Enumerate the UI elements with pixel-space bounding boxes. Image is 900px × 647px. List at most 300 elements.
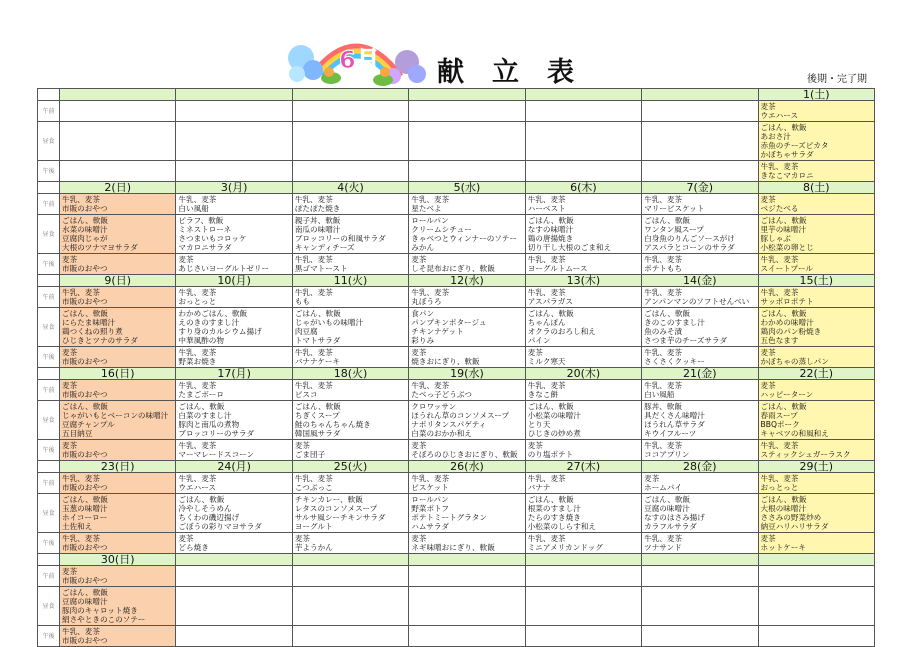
menu-item: ごはん、軟飯 xyxy=(527,216,574,225)
menu-cell-am xyxy=(642,101,758,122)
menu-item: さつまいもコロッケ xyxy=(178,234,247,243)
menu-item: 親子丼、軟飯 xyxy=(294,216,341,225)
row-label-am: 午前 xyxy=(38,566,60,587)
menu-cell-am xyxy=(409,101,525,122)
menu-item: ポテトミートグラタン xyxy=(411,513,487,522)
menu-item: 牛乳、麦茶 xyxy=(760,255,799,264)
menu-item: 麦茶 xyxy=(62,255,78,264)
menu-item: わかめごはん、軟飯 xyxy=(178,309,248,318)
menu-item: ささみの野菜炒め xyxy=(760,513,822,522)
menu-item: ココアプリン xyxy=(644,450,690,459)
menu-cell-lunch xyxy=(176,308,292,347)
menu-item: ひじきの炒め煮 xyxy=(527,429,581,438)
menu-item: 麦茶 xyxy=(294,441,311,450)
menu-item: 牛乳、麦茶 xyxy=(527,474,566,483)
row-label-blank xyxy=(38,368,60,380)
date-cell xyxy=(642,554,758,566)
date-cell: 8(土) xyxy=(758,182,874,194)
row-label-am: 午前 xyxy=(38,101,60,122)
menu-item: マカロニサラダ xyxy=(178,243,232,252)
menu-item: 牛乳、麦茶 xyxy=(178,474,217,483)
menu-cell-pm xyxy=(758,626,874,647)
menu-item: なすのはさみ揚げ xyxy=(644,513,705,522)
menu-item: 麦茶 xyxy=(62,381,78,390)
menu-item: 麦茶 xyxy=(527,348,543,357)
row-label-am: 午前 xyxy=(38,473,60,494)
menu-item: 牛乳、麦茶 xyxy=(62,627,100,636)
menu-item: 牛乳、麦茶 xyxy=(411,195,450,204)
menu-cell-lunch xyxy=(758,308,874,347)
menu-item: 牛乳、麦茶 xyxy=(527,255,566,264)
menu-cell-pm xyxy=(176,161,292,182)
menu-cell-am xyxy=(176,566,292,587)
menu-item: すり身のカルシウム揚げ xyxy=(178,327,262,336)
menu-item: 彩りみ xyxy=(411,336,435,345)
menu-cell-lunch xyxy=(642,494,758,533)
menu-item: 牛乳、麦茶 xyxy=(644,441,683,450)
title-char-2: 立 xyxy=(492,57,519,88)
menu-item: あじさいヨーグルトゼリー xyxy=(178,264,270,273)
menu-item: 市販のおやつ xyxy=(62,264,108,273)
date-cell xyxy=(525,554,641,566)
menu-item: 牛乳、麦茶 xyxy=(178,441,217,450)
menu-item: 麦茶 xyxy=(411,441,427,450)
menu-item: 牛乳、麦茶 xyxy=(178,381,217,390)
menu-item: たまごボーロ xyxy=(178,390,224,399)
menu-item: 市販のおやつ xyxy=(62,357,108,366)
menu-cell-pm xyxy=(642,254,758,275)
menu-cell-pm xyxy=(525,533,641,554)
menu-item: 丸ぼうろ xyxy=(411,297,442,306)
menu-cell-am xyxy=(409,566,525,587)
menu-item: きなこマカロニ xyxy=(760,171,814,180)
menu-cell-pm xyxy=(60,626,176,647)
menu-item: 南瓜の味噌汁 xyxy=(294,225,341,234)
pm-row xyxy=(38,440,875,461)
menu-cell-pm xyxy=(642,440,758,461)
menu-cell-lunch xyxy=(292,215,408,254)
menu-item: 牛乳、麦茶 xyxy=(62,288,100,297)
menu-item: 牛乳、麦茶 xyxy=(527,195,566,204)
menu-cell-lunch xyxy=(642,587,758,626)
menu-cell-lunch xyxy=(525,494,641,533)
date-cell: 25(火) xyxy=(292,461,408,473)
menu-cell-am xyxy=(642,380,758,401)
date-cell: 3(月) xyxy=(176,182,292,194)
row-label-lunch: 昼食 xyxy=(38,122,60,161)
menu-item: 牛乳、麦茶 xyxy=(760,441,799,450)
date-cell: 12(水) xyxy=(409,275,525,287)
menu-item: そぼろのひじきおにぎり、軟飯 xyxy=(411,450,518,459)
menu-item: 牛乳、麦茶 xyxy=(644,534,683,543)
menu-item: オクラのおろし和え xyxy=(527,327,596,336)
menu-cell-pm xyxy=(60,440,176,461)
menu-item: 牛乳、麦茶 xyxy=(178,348,217,357)
menu-item: じゃがいもとベーコンの味噌汁 xyxy=(62,411,169,420)
am-row xyxy=(38,287,875,308)
menu-item: 玉葱の味噌汁 xyxy=(62,504,108,513)
menu-item: 野菜ポトフ xyxy=(411,504,450,513)
menu-item: 牛乳、麦茶 xyxy=(644,348,683,357)
am-row xyxy=(38,380,875,401)
menu-item: 麦茶 xyxy=(62,441,78,450)
menu-item: 野菜お焼き xyxy=(178,357,217,366)
menu-item: 牛乳、麦茶 xyxy=(760,162,799,171)
date-cell: 11(火) xyxy=(292,275,408,287)
menu-item: 市販のおやつ xyxy=(62,204,108,213)
menu-item: 五色なます xyxy=(760,336,799,345)
menu-cell-am xyxy=(642,473,758,494)
menu-item: クリームシチュー xyxy=(411,225,472,234)
date-cell: 21(金) xyxy=(642,368,758,380)
menu-cell-pm xyxy=(176,626,292,647)
menu-item: 麦茶 xyxy=(644,474,660,483)
date-cell xyxy=(409,554,525,566)
menu-item: 魚のみそ漬 xyxy=(644,327,683,336)
menu-item: 牛乳、麦茶 xyxy=(411,288,450,297)
menu-cell-pm xyxy=(642,347,758,368)
month-badge: 6月 xyxy=(339,46,380,74)
menu-item: きゃべつとウィンナーのソテー xyxy=(411,234,517,243)
menu-item: 牛乳、麦茶 xyxy=(294,348,333,357)
menu-cell-am xyxy=(176,380,292,401)
date-cell: 19(水) xyxy=(409,368,525,380)
menu-item: 牛乳、麦茶 xyxy=(294,381,333,390)
date-cell: 13(木) xyxy=(525,275,641,287)
menu-item: クロワッサン xyxy=(411,402,457,411)
menu-item: 豆腐肉じゃが xyxy=(62,234,108,243)
row-label-pm: 午後 xyxy=(38,440,60,461)
menu-item: 豚肉のキャロット焼き xyxy=(62,606,138,615)
menu-item: 市販のおやつ xyxy=(62,483,108,492)
lunch-row xyxy=(38,122,875,161)
menu-cell-am xyxy=(176,473,292,494)
menu-item: アンパンマンのソフトせんべい xyxy=(644,297,750,306)
menu-item: スティックシュガーラスク xyxy=(760,450,851,459)
menu-cell-am xyxy=(60,287,176,308)
menu-item: ウエハース xyxy=(760,111,799,120)
menu-item: アスパラガス xyxy=(527,297,573,306)
menu-item: 鶏つくねの照り煮 xyxy=(62,327,123,336)
menu-item: 牛乳、麦茶 xyxy=(411,474,450,483)
title-char-1: 献 xyxy=(437,57,464,88)
menu-cell-am xyxy=(758,473,874,494)
menu-item: 市販のおやつ xyxy=(62,390,108,399)
menu-item: ごはん、軟飯 xyxy=(644,495,691,504)
date-cell xyxy=(409,89,525,101)
menu-item: 納豆ハリハリサラダ xyxy=(760,522,829,531)
menu-cell-lunch xyxy=(525,122,641,161)
menu-item: パイン xyxy=(527,336,551,345)
menu-cell-pm xyxy=(758,254,874,275)
date-cell: 29(土) xyxy=(758,461,874,473)
menu-cell-am xyxy=(758,566,874,587)
menu-cell-lunch xyxy=(758,122,874,161)
menu-item: ポテトもち xyxy=(644,264,683,273)
menu-cell-am xyxy=(60,473,176,494)
menu-cell-pm xyxy=(292,440,408,461)
menu-item: さつま芋のチーズサラダ xyxy=(644,336,728,345)
menu-cell-pm xyxy=(292,254,408,275)
menu-item: 牛乳、麦茶 xyxy=(294,255,333,264)
menu-cell-am xyxy=(642,287,758,308)
menu-item: 豆腐の味噌汁 xyxy=(62,597,108,606)
menu-item: あおさ汁 xyxy=(760,132,791,141)
date-cell: 27(木) xyxy=(525,461,641,473)
menu-item: ごま団子 xyxy=(294,450,326,459)
menu-item: 里芋の味噌汁 xyxy=(760,225,807,234)
lunch-row xyxy=(38,587,875,626)
menu-cell-am xyxy=(292,473,408,494)
menu-cell-am xyxy=(292,380,408,401)
menu-cell-pm xyxy=(292,533,408,554)
menu-item: きのこのすまし汁 xyxy=(644,318,705,327)
menu-item: ヨーグルトムース xyxy=(527,264,588,273)
date-cell: 16(日) xyxy=(60,368,176,380)
menu-cell-am xyxy=(758,101,874,122)
menu-cell-lunch xyxy=(60,401,176,440)
menu-cell-lunch xyxy=(292,122,408,161)
menu-item: 豚肉と南瓜の煮物 xyxy=(178,420,240,429)
menu-item: ビスコ xyxy=(294,390,318,399)
menu-item: サルサ風シーチキンサラダ xyxy=(294,513,386,522)
menu-item: かぼちゃサラダ xyxy=(760,150,814,159)
menu-cell-lunch xyxy=(409,494,525,533)
menu-cell-lunch xyxy=(176,215,292,254)
menu-cell-lunch xyxy=(758,215,874,254)
menu-cell-pm xyxy=(409,161,525,182)
menu-item: 芋ようかん xyxy=(294,543,333,552)
lunch-row xyxy=(38,215,875,254)
menu-cell-pm xyxy=(525,347,641,368)
menu-item: カラフルサラダ xyxy=(644,522,697,531)
menu-cell-lunch xyxy=(60,215,176,254)
menu-item: 春雨スープ xyxy=(760,411,798,420)
row-label-lunch: 昼食 xyxy=(38,587,60,626)
menu-cell-am xyxy=(60,380,176,401)
menu-item: ごはん、軟飯 xyxy=(760,495,807,504)
menu-cell-am xyxy=(409,380,525,401)
menu-item: 鶏の唐揚焼き xyxy=(527,234,574,243)
menu-item: ごはん、軟飯 xyxy=(760,402,807,411)
menu-item: ごはん、軟飯 xyxy=(760,123,807,132)
menu-cell-lunch xyxy=(409,587,525,626)
menu-cell-lunch xyxy=(525,587,641,626)
menu-item: なすの味噌汁 xyxy=(527,225,574,234)
menu-item: 豚しゃぶ xyxy=(760,234,791,243)
menu-cell-am xyxy=(758,287,874,308)
date-cell: 30(日) xyxy=(60,554,176,566)
menu-cell-am xyxy=(292,287,408,308)
menu-cell-pm xyxy=(409,440,525,461)
menu-item: じゃがいもの味噌汁 xyxy=(294,318,364,327)
menu-cell-lunch xyxy=(409,215,525,254)
menu-cell-lunch xyxy=(60,308,176,347)
menu-item: 牛乳、麦茶 xyxy=(294,195,333,204)
menu-cell-pm xyxy=(525,626,641,647)
menu-cell-pm xyxy=(60,533,176,554)
menu-item: ごはん、軟飯 xyxy=(62,402,109,411)
menu-item: 市販のおやつ xyxy=(62,543,108,552)
menu-item: 韓国風サラダ xyxy=(294,429,341,438)
menu-cell-pm xyxy=(176,347,292,368)
pm-row xyxy=(38,626,875,647)
menu-item: ちくわの磯辺揚げ xyxy=(178,513,240,522)
menu-cell-lunch xyxy=(292,587,408,626)
menu-item: 麦茶 xyxy=(294,534,311,543)
menu-cell-lunch xyxy=(409,122,525,161)
menu-item: ごはん、軟飯 xyxy=(644,309,691,318)
menu-item: ミルク寒天 xyxy=(527,357,566,366)
menu-calendar-table xyxy=(37,88,875,647)
menu-item: 牛乳、麦茶 xyxy=(760,474,799,483)
menu-cell-lunch xyxy=(292,494,408,533)
menu-item: ほうれん草サラダ xyxy=(644,420,705,429)
menu-item: チキンナゲット xyxy=(411,327,464,336)
menu-item: ごはん、軟飯 xyxy=(62,309,109,318)
menu-item: 市販のおやつ xyxy=(62,450,108,459)
menu-item: 冷やしそうめん xyxy=(178,504,232,513)
menu-item: 牛乳、麦茶 xyxy=(62,195,100,204)
menu-cell-lunch xyxy=(176,587,292,626)
menu-item: ホットケーキ xyxy=(760,543,806,552)
menu-item: BBQポーク xyxy=(760,420,800,429)
menu-cell-lunch xyxy=(60,587,176,626)
menu-cell-pm xyxy=(642,533,758,554)
lunch-row xyxy=(38,401,875,440)
menu-item: 牛乳、麦茶 xyxy=(62,534,100,543)
menu-item: 牛乳、麦茶 xyxy=(527,534,566,543)
menu-item: ごぼうの彩りマヨサラダ xyxy=(178,522,262,531)
menu-item: ウエハース xyxy=(178,483,217,492)
menu-item: 麦茶 xyxy=(178,255,194,264)
menu-item: ごはん、軟飯 xyxy=(760,309,807,318)
menu-cell-am xyxy=(60,101,176,122)
date-cell: 22(土) xyxy=(758,368,874,380)
menu-cell-lunch xyxy=(409,308,525,347)
date-row xyxy=(38,461,875,473)
menu-item: ぽたぽた焼き xyxy=(294,204,341,213)
menu-cell-pm xyxy=(758,161,874,182)
menu-cell-am xyxy=(525,380,641,401)
date-cell: 20(木) xyxy=(525,368,641,380)
menu-item: ミニアメリカンドッグ xyxy=(527,543,603,552)
date-cell xyxy=(292,89,408,101)
menu-item: 小松菜のしらす和え xyxy=(527,522,597,531)
menu-item: ハムサラダ xyxy=(411,522,450,531)
menu-cell-pm xyxy=(525,440,641,461)
date-row xyxy=(38,182,875,194)
row-label-lunch: 昼食 xyxy=(38,401,60,440)
pm-row xyxy=(38,161,875,182)
menu-item: 食パン xyxy=(411,309,435,318)
menu-item: 赤魚のチーズピカタ xyxy=(760,141,829,150)
menu-item: キャベツの和風和え xyxy=(760,429,829,438)
menu-item: ピラフ、軟飯 xyxy=(178,216,224,225)
row-label-blank xyxy=(38,275,60,287)
menu-item: パンプキンポタージュ xyxy=(411,318,487,327)
menu-item: 市販のおやつ xyxy=(62,297,108,306)
menu-cell-lunch xyxy=(642,308,758,347)
menu-item: ごはん、軟飯 xyxy=(644,216,691,225)
menu-item: 肉豆腐 xyxy=(294,327,318,336)
menu-item: ネギ味噌おにぎり、軟飯 xyxy=(411,543,495,552)
menu-item: 牛乳、麦茶 xyxy=(294,288,333,297)
hydrangea-rainbow-logo xyxy=(283,24,429,88)
date-cell: 7(金) xyxy=(642,182,758,194)
menu-item: ごはん、軟飯 xyxy=(178,402,225,411)
menu-cell-pm xyxy=(176,533,292,554)
menu-cell-pm xyxy=(60,161,176,182)
menu-item: 大根のツナマヨサラダ xyxy=(62,243,138,252)
menu-cell-pm xyxy=(525,254,641,275)
menu-cell-lunch xyxy=(60,494,176,533)
menu-item: 麦茶 xyxy=(760,195,776,204)
menu-cell-lunch xyxy=(525,401,641,440)
menu-item: ハーベスト xyxy=(527,204,566,213)
date-cell: 14(金) xyxy=(642,275,758,287)
menu-item: 水菜の味噌汁 xyxy=(62,225,108,234)
menu-item: 五目納豆 xyxy=(62,429,93,438)
menu-item: ベジたべる xyxy=(760,204,799,213)
menu-cell-pm xyxy=(409,254,525,275)
menu-cell-am xyxy=(642,566,758,587)
menu-item: えのきのすまし汁 xyxy=(178,318,240,327)
menu-item: 焼きおにぎり、軟飯 xyxy=(411,357,480,366)
menu-item: ひじきとツナのサラダ xyxy=(62,336,138,345)
menu-cell-lunch xyxy=(292,401,408,440)
menu-cell-lunch xyxy=(525,308,641,347)
menu-item: 豆腐チャンプル xyxy=(62,420,115,429)
menu-item: マーマレードスコーン xyxy=(178,450,255,459)
menu-item: キウイフルーツ xyxy=(644,429,697,438)
menu-item: ごはん、軟飯 xyxy=(62,495,109,504)
menu-item: サッポロポテト xyxy=(760,297,814,306)
menu-item: 鮭のちゃんちゃん焼き xyxy=(294,420,371,429)
menu-item: しそ昆布おにぎり、軟飯 xyxy=(411,264,495,273)
lunch-row xyxy=(38,308,875,347)
menu-cell-am xyxy=(176,194,292,215)
menu-item: ビスケット xyxy=(411,483,449,492)
date-cell: 1(土) xyxy=(758,89,874,101)
menu-item: ホイコーロー xyxy=(62,513,108,522)
menu-cell-am xyxy=(60,194,176,215)
menu-cell-pm xyxy=(292,626,408,647)
menu-item: ごはん、軟飯 xyxy=(294,402,341,411)
menu-item: 切り干し大根のごま和え xyxy=(527,243,612,252)
date-row xyxy=(38,554,875,566)
menu-item: 麦茶 xyxy=(411,255,427,264)
pm-row xyxy=(38,347,875,368)
menu-item: 麦茶 xyxy=(62,348,78,357)
date-cell: 4(火) xyxy=(292,182,408,194)
term-label: 後期・完了期 xyxy=(807,74,867,85)
menu-item: 土佐和え xyxy=(62,522,93,531)
menu-cell-am xyxy=(176,287,292,308)
menu-item: 麦茶 xyxy=(760,102,776,111)
date-cell: 9(日) xyxy=(60,275,176,287)
menu-cell-am xyxy=(525,473,641,494)
menu-item: 黒ゴマトースト xyxy=(294,264,348,273)
menu-cell-pm xyxy=(60,254,176,275)
menu-item: ナポリタンスパゲティ xyxy=(411,420,487,429)
menu-item: かぼちゃの蒸しパン xyxy=(760,357,829,366)
menu-item: 白身魚のりんごソースがけ xyxy=(644,234,735,243)
date-cell: 18(火) xyxy=(292,368,408,380)
date-cell: 2(日) xyxy=(60,182,176,194)
menu-item: チキンカレー、軟飯 xyxy=(294,495,363,504)
menu-item: 牛乳、麦茶 xyxy=(760,288,799,297)
